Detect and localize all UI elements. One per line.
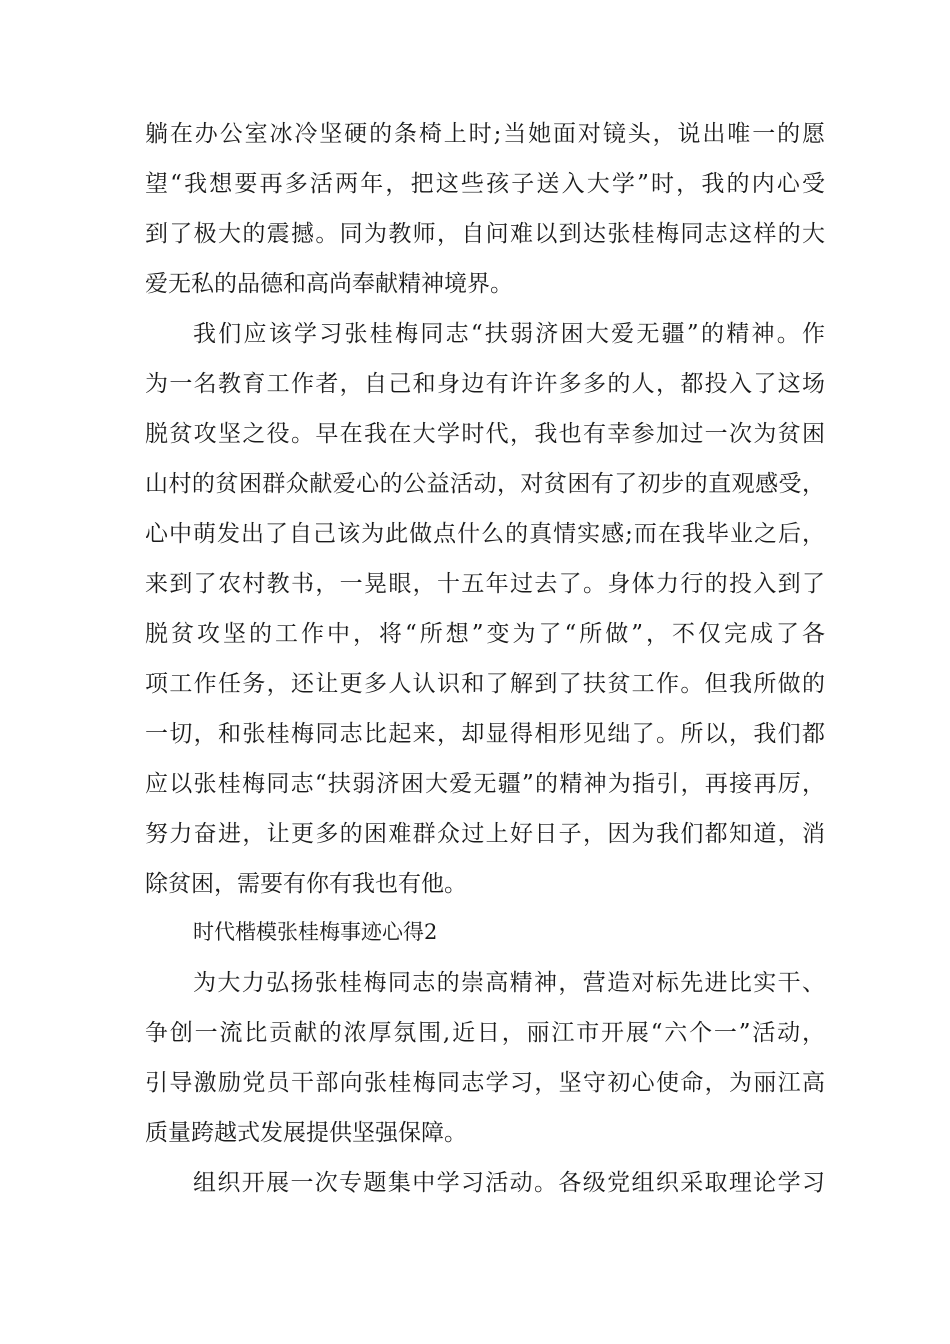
paragraph-2-line-2: 为一名教育工作者，自己和身边有许许多多的人，都投入了这场 <box>145 371 825 397</box>
paragraph-2-line-9: 一切，和张桂梅同志比起来，却显得相形见绌了。所以，我们都 <box>145 721 825 747</box>
paragraph-2-line-7: 脱贫攻坚的工作中，将“所想”变为了“所做”，不仅完成了各 <box>145 621 825 647</box>
paragraph-1-line-2: 望“我想要再多活两年，把这些孩子送入大学”时，我的内心受 <box>145 171 825 197</box>
paragraph-2-line-8: 项工作任务，还让更多人认识和了解到了扶贫工作。但我所做的 <box>145 671 825 697</box>
paragraph-2-line-4: 山村的贫困群众献爱心的公益活动，对贫困有了初步的直观感受， <box>145 471 825 497</box>
paragraph-2-line-1: 我们应该学习张桂梅同志“扶弱济困大爱无疆”的精神。作 <box>193 321 825 347</box>
paragraph-1-line-1: 躺在办公室冰冷坚硬的条椅上时;当她面对镜头，说出唯一的愿 <box>145 121 825 147</box>
paragraph-2-line-5: 心中萌发出了自己该为此做点什么的真情实感;而在我毕业之后， <box>145 521 825 547</box>
paragraph-1-line-3: 到了极大的震撼。同为教师，自问难以到达张桂梅同志这样的大 <box>145 221 825 247</box>
paragraph-3-line-1: 为大力弘扬张桂梅同志的崇高精神，营造对标先进比实干、 <box>193 970 825 996</box>
paragraph-2-line-11: 努力奋进，让更多的困难群众过上好日子，因为我们都知道，消 <box>145 821 825 847</box>
paragraph-2-line-3: 脱贫攻坚之役。早在我在大学时代，我也有幸参加过一次为贫困 <box>145 421 825 447</box>
paragraph-3-line-2: 争创一流比贡献的浓厚氛围,近日，丽江市开展“六个一”活动， <box>145 1020 825 1046</box>
paragraph-4-line-1: 组织开展一次专题集中学习活动。各级党组织采取理论学习 <box>193 1170 825 1196</box>
paragraph-3-line-4: 质量跨越式发展提供坚强保障。 <box>145 1120 467 1146</box>
paragraph-3-line-3: 引导激励党员干部向张桂梅同志学习，坚守初心使命，为丽江高 <box>145 1070 825 1096</box>
paragraph-2-line-6: 来到了农村教书，一晃眼，十五年过去了。身体力行的投入到了 <box>145 571 825 597</box>
paragraph-2-line-10: 应以张桂梅同志“扶弱济困大爱无疆”的精神为指引，再接再厉， <box>145 771 825 797</box>
section-heading: 时代楷模张桂梅事迹心得2 <box>193 920 438 944</box>
paragraph-1-line-4: 爱无私的品德和高尚奉献精神境界。 <box>145 271 513 297</box>
paragraph-2-line-12: 除贫困，需要有你有我也有他。 <box>145 871 467 897</box>
